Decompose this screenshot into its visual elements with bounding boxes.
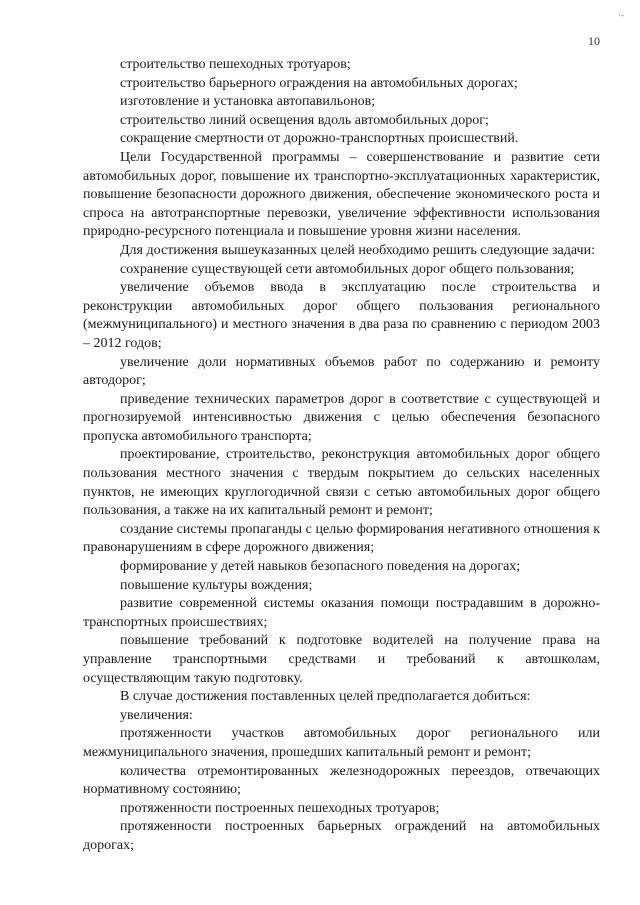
- goals-paragraph: Цели Государственной программы – совершенствование и развитие сети автомобильных дорог, повышение их транспортно-эксплуатационных характеристик, повышение безопасности дорожного движения, обеспечение экономического роста и спроса на автотранспортные перевозки, увеличение эффективности использования природно-ресурсного потенциала и повышение уровня жизни населения.: [83, 149, 600, 240]
- result-item: протяженности построенных пешеходных тротуаров;: [120, 800, 440, 816]
- task-item: развитие современной системы оказания помощи пострадавшим в дорожно-транспортных происшествиях;: [83, 596, 600, 630]
- task-item: сохранение существующей сети автомобильных дорог общего пользования;: [120, 261, 575, 277]
- list-item: сокращение смертности от дорожно-транспортных происшествий.: [120, 131, 519, 147]
- tasks-intro-paragraph: Для достижения вышеуказанных целей необходимо решить следующие задачи:: [120, 242, 595, 258]
- result-item: протяженности построенных барьерных ограждений на автомобильных дорогах;: [83, 819, 600, 853]
- task-item: приведение технических параметров дорог в соответствие с существующей и прогнозируемой интенсивностью движения с целью обеспечения безопасного пропуска автомобильного транспорта;: [83, 391, 600, 444]
- task-item: создание системы пропаганды с целью формирования негативного отношения к правонарушениям в сфере дорожного движения;: [83, 521, 600, 556]
- task-item: увеличение доли нормативных объемов работ по содержанию и ремонту автодорог;: [83, 354, 600, 389]
- task-item: повышение требований к подготовке водителей на получение права на управление транспортными средствами и требований к автошколам, осуществляющим такую подготовку.: [83, 633, 600, 686]
- task-item: проектирование, строительство, реконструкция автомобильных дорог общего пользования местного значения с твердым покрытием до сельских населенных пунктов, не имеющих круглогодичной связи с сетью автомобильных дорог общего пользования, а также на их капитальный ремонт и ремонт;: [83, 447, 600, 519]
- page-number: 10: [588, 34, 600, 48]
- list-item: строительство барьерного ограждения на автомобильных дорогах;: [120, 75, 518, 91]
- task-item: увеличение объемов ввода в эксплуатацию после строительства и реконструкции автомобильных дорог общего пользования регионального (межмуниципального) и местного значения в два раза по сравнению с периодом 2003 – 2012 годов;: [83, 280, 600, 351]
- list-item: изготовление и установка автопавильонов;: [120, 94, 376, 110]
- list-item: строительство линий освещения вдоль автомобильных дорог;: [120, 112, 489, 128]
- document-body: [83, 56, 600, 856]
- results-subheading: увеличения:: [120, 707, 193, 723]
- results-intro-paragraph: В случае достижения поставленных целей предполагается добиться:: [120, 689, 531, 705]
- result-item: протяженности участков автомобильных дорог регионального или межмуниципального значения, прошедших капитальный ремонт и ремонт;: [83, 726, 600, 760]
- list-item: строительство пешеходных тротуаров;: [120, 57, 351, 72]
- corner-mark: ·-: [618, 10, 624, 20]
- task-item: формирование у детей навыков безопасного поведения на дорогах;: [120, 559, 521, 575]
- result-item: количества отремонтированных железнодорожных переездов, отвечающих нормативному состоянию;: [83, 763, 600, 798]
- task-item: повышение культуры вождения;: [120, 577, 313, 593]
